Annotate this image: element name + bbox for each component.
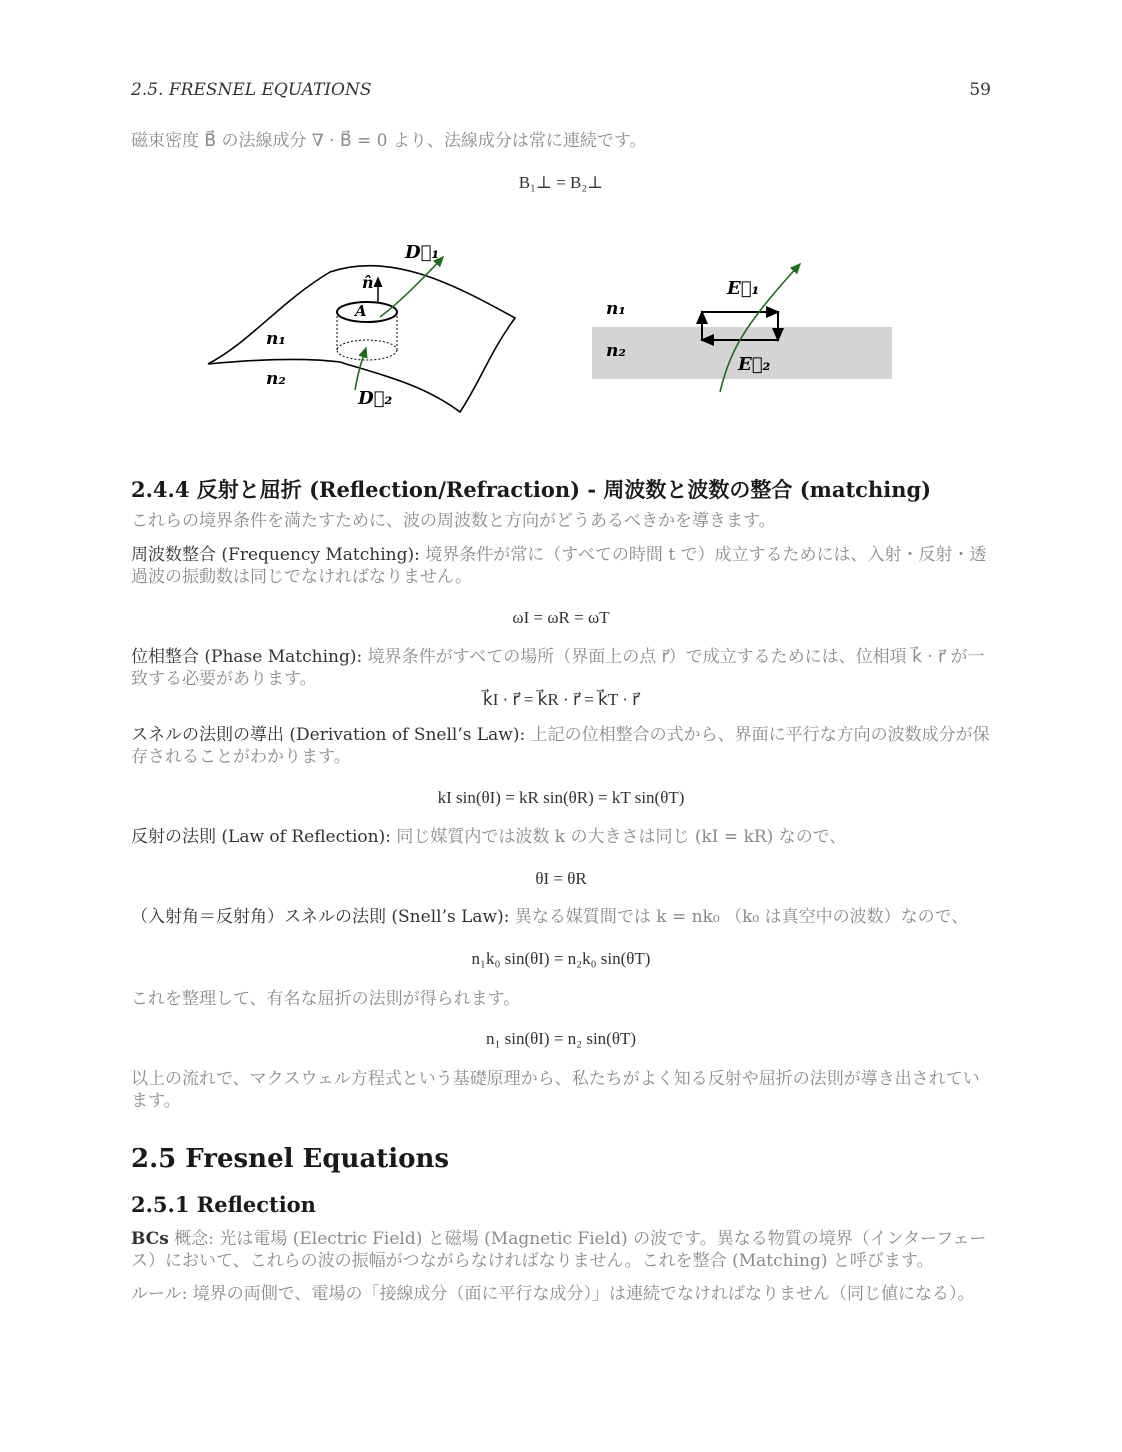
paragraph-bcs: BCs 概念: 光は電場 (Electric Field) と磁場 (Magnetic Field) の波です。異なる物質の境界（インターフェース）において、これらの波の振幅がつながらなければなりません。これを整合 (Matching) と呼びます。 xyxy=(131,1229,987,1271)
page-number: 59 xyxy=(969,80,991,100)
e2-label: E⃗₂ xyxy=(738,354,771,375)
term-phase-matching: 位相整合 (Phase Matching): xyxy=(131,647,363,667)
e1-label: E⃗₁ xyxy=(727,278,760,299)
equation-n-k0: n₁k₀ sin(θI) = n₂k₀ sin(θT) xyxy=(471,949,651,968)
paragraph-phase-matching: 位相整合 (Phase Matching): 境界条件がすべての場所（界面上の点 r⃗）で成立するためには、位相項 k⃗ · r⃗ が一致する必要があります。 xyxy=(131,647,985,689)
paragraph-conclusion: 以上の流れで、マクスウェル方程式という基礎原理から、私たちがよく知る反射や屈折の法則が導き出されています。 xyxy=(131,1069,980,1111)
paragraph-snell-derivation: スネルの法則の導出 (Derivation of Snell’s Law): 上記の位相整合の式から、界面に平行な方向の波数成分が保存されることがわかります。 xyxy=(131,725,990,767)
equation-omega: ωI = ωR = ωT xyxy=(512,608,610,627)
term-snells-law: （入射角＝反射角）スネルの法則 (Snell’s Law): xyxy=(131,907,510,927)
running-header: 2.5. FRESNEL EQUATIONS xyxy=(131,80,372,100)
boundary-figure xyxy=(190,232,910,422)
term-frequency-matching: 周波数整合 (Frequency Matching): xyxy=(131,545,420,565)
pillbox-bottom xyxy=(337,340,397,360)
term-snell-derivation: スネルの法則の導出 (Derivation of Snell’s Law): xyxy=(131,725,526,745)
equation-phase: k⃗I · r⃗ = k⃗R · r⃗ = k⃗T · r⃗ xyxy=(482,690,640,709)
paragraph-intro: これらの境界条件を満たすために、波の周波数と方向がどうあるべきかを導きます。 xyxy=(131,511,776,531)
normal-label: n̂ xyxy=(362,273,374,292)
equation-snell-final: n₁ sin(θI) = n₂ sin(θT) xyxy=(485,1029,637,1048)
intro-paragraph: 磁束密度 B⃗ の法線成分 ∇ · B⃗ = 0 より、法線成分は常に連続です。 xyxy=(131,131,647,151)
section-heading-2-4-4: 2.4.4 反射と屈折 (Reflection/Refraction) - 周波数と波数の整合 (matching) xyxy=(131,477,932,502)
section-heading-2-5-1: 2.5.1 Reflection xyxy=(131,1192,316,1217)
d2-label: D⃗₂ xyxy=(358,388,393,409)
area-label: A xyxy=(355,302,367,320)
paragraph-law-of-reflection: 反射の法則 (Law of Reflection): 同じ媒質内では波数 k の大きさは同じ (kI = kR) なので、 xyxy=(131,827,847,847)
paragraph-rearrange: これを整理して、有名な屈折の法則が得られます。 xyxy=(131,989,521,1009)
paragraph-snells-law: （入射角＝反射角）スネルの法則 (Snell’s Law): 異なる媒質間では k = nk₀ （k₀ は真空中の波数）なので、 xyxy=(131,907,969,927)
pillbox-top xyxy=(337,302,397,322)
paragraph-rule: ルール: 境界の両側で、電場の「接線成分（面に平行な成分）」は連続でなければなりません（同じ値になる）。 xyxy=(131,1284,975,1304)
d1-arrow xyxy=(380,257,443,317)
section-heading-2-5: 2.5 Fresnel Equations xyxy=(131,1144,450,1174)
d1-label: D⃗₁ xyxy=(405,242,440,263)
n2-label-left: n₂ xyxy=(266,369,286,389)
term-bcs: BCs xyxy=(131,1229,169,1249)
n1-label-left: n₁ xyxy=(266,329,286,349)
equation-theta: θI = θR xyxy=(535,869,587,888)
n2-label-right: n₂ xyxy=(606,341,626,361)
paragraph-frequency-matching: 周波数整合 (Frequency Matching): 境界条件が常に（すべての時間 t で）成立するためには、入射・反射・透過波の振動数は同じでなければなりません。 xyxy=(131,545,987,587)
n1-label-right: n₁ xyxy=(606,299,626,319)
equation-b-normal: B₁⊥ = B₂⊥ xyxy=(518,173,604,192)
equation-k-sin: kI sin(θI) = kR sin(θR) = kT sin(θT) xyxy=(437,788,685,807)
term-law-of-reflection: 反射の法則 (Law of Reflection): xyxy=(131,827,391,847)
